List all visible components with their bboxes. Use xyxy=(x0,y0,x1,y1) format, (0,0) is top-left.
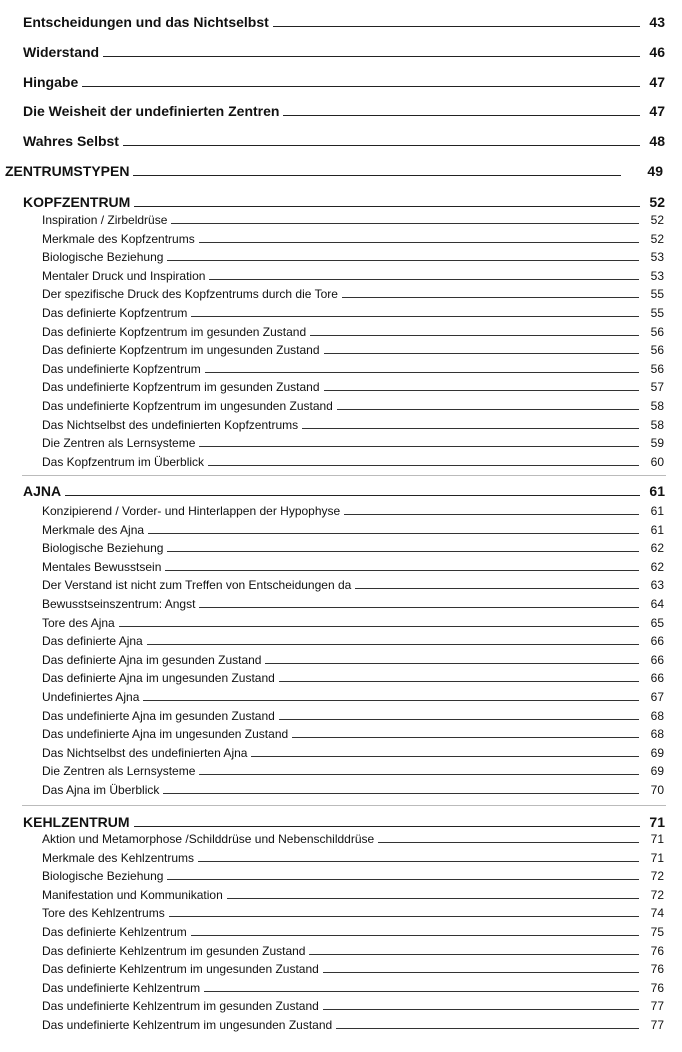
leader-line xyxy=(147,643,639,645)
toc-subentry[interactable] xyxy=(42,979,664,995)
toc-page-number: 64 xyxy=(650,597,664,611)
toc-entry-title: Der spezifische Druck des Kopfzentrums durch die Tore xyxy=(42,287,338,301)
toc-subentry[interactable] xyxy=(42,651,664,667)
leader-line xyxy=(167,878,639,880)
toc-entry-title: Das undefinierte Kehlzentrum xyxy=(42,981,201,995)
toc-page-number: 66 xyxy=(650,634,664,648)
toc-page-number: 47 xyxy=(649,103,665,119)
toc-page-number: 61 xyxy=(650,523,664,537)
leader-line xyxy=(336,1027,639,1029)
leader-line xyxy=(378,841,639,843)
leader-line xyxy=(103,55,640,57)
leader-line xyxy=(324,389,640,391)
toc-subentry[interactable] xyxy=(42,502,664,518)
toc-entry-title: Bewusstseinszentrum: Angst xyxy=(42,597,196,611)
toc-page-number: 76 xyxy=(650,981,664,995)
toc-subentry[interactable] xyxy=(42,285,664,301)
toc-entry-title: Merkmale des Kopfzentrums xyxy=(42,232,195,246)
leader-line xyxy=(204,990,639,992)
toc-subentry[interactable] xyxy=(42,849,664,865)
leader-line xyxy=(337,408,639,410)
toc-subentry[interactable] xyxy=(42,923,664,939)
toc-page-number: 69 xyxy=(650,746,664,760)
toc-page-number: 63 xyxy=(650,578,664,592)
toc-subentry[interactable] xyxy=(42,781,664,797)
toc-entry-title: Das definierte Kehlzentrum xyxy=(42,925,187,939)
toc-subentry[interactable] xyxy=(42,267,664,283)
toc-entry-title: ZENTRUMSTYPEN xyxy=(5,163,130,179)
leader-line xyxy=(292,736,639,738)
toc-entry-title: Der Verstand ist nicht zum Treffen von Entscheidungen da xyxy=(42,578,352,592)
leader-line xyxy=(342,296,639,298)
toc-subentry[interactable] xyxy=(42,230,664,246)
toc-section[interactable] xyxy=(23,190,665,210)
toc-entry-title: Konzipierend / Vorder- und Hinterlappen der Hypophyse xyxy=(42,504,341,518)
toc-page-number: 77 xyxy=(650,1018,664,1032)
leader-line xyxy=(310,334,639,336)
toc-entry-title: Hingabe xyxy=(23,74,79,90)
toc-entry-title: Merkmale des Kehlzentrums xyxy=(42,851,195,865)
toc-subentry[interactable] xyxy=(42,378,664,394)
toc-entry-title: Inspiration / Zirbeldrüse xyxy=(42,213,168,227)
toc-entry-title: Biologische Beziehung xyxy=(42,541,164,555)
toc-page-number: 52 xyxy=(649,194,665,210)
toc-subentry[interactable] xyxy=(42,304,664,320)
leader-line xyxy=(167,259,639,261)
toc-page-number: 58 xyxy=(650,418,664,432)
toc-entry-title: Merkmale des Ajna xyxy=(42,523,145,537)
leader-line xyxy=(134,205,640,207)
toc-subentry[interactable] xyxy=(42,434,664,450)
toc-subentry[interactable] xyxy=(42,323,664,339)
leader-line xyxy=(273,25,640,27)
toc-subentry[interactable] xyxy=(42,632,664,648)
leader-line xyxy=(344,513,639,515)
toc-entry-title: AJNA xyxy=(23,483,62,499)
toc-subentry[interactable] xyxy=(42,521,664,537)
toc-subentry[interactable] xyxy=(42,762,664,778)
toc-subentry[interactable] xyxy=(42,744,664,760)
toc-page-number: 58 xyxy=(650,399,664,413)
leader-line xyxy=(199,241,639,243)
toc-entry-title: Die Weisheit der undefinierten Zentren xyxy=(23,103,280,119)
toc-subentry[interactable] xyxy=(42,416,664,432)
leader-line xyxy=(82,85,640,87)
toc-page-number: 69 xyxy=(650,764,664,778)
toc-subentry[interactable] xyxy=(42,614,664,630)
toc-section[interactable] xyxy=(23,810,665,830)
toc-entry-title: Das undefinierte Kehlzentrum im gesunden Zustand xyxy=(42,999,319,1013)
leader-line xyxy=(309,953,639,955)
toc-entry-title: Das Nichtselbst des undefinierten Ajna xyxy=(42,746,248,760)
toc-page-number: 72 xyxy=(650,888,664,902)
toc-entry-title: Das undefinierte Kopfzentrum im ungesunden Zustand xyxy=(42,399,333,413)
toc-page-number: 61 xyxy=(649,483,665,499)
toc-page-number: 57 xyxy=(650,380,664,394)
section-divider xyxy=(22,475,666,476)
toc-entry-title: Mentaler Druck und Inspiration xyxy=(42,269,206,283)
leader-line xyxy=(205,371,639,373)
toc-page-number: 56 xyxy=(650,325,664,339)
toc-entry-title: Biologische Beziehung xyxy=(42,250,164,264)
toc-subentry[interactable] xyxy=(42,595,664,611)
leader-line xyxy=(208,464,639,466)
leader-line xyxy=(191,934,639,936)
toc-entry-title: Wahres Selbst xyxy=(23,133,119,149)
toc-page-number: 52 xyxy=(650,213,664,227)
leader-line xyxy=(143,699,639,701)
toc-subentry[interactable] xyxy=(42,360,664,376)
toc-entry-title: Entscheidungen und das Nichtselbst xyxy=(23,14,269,30)
toc-entry-title: Die Zentren als Lernsysteme xyxy=(42,764,196,778)
leader-line xyxy=(209,278,639,280)
toc-page-number: 66 xyxy=(650,653,664,667)
toc-page-number: 53 xyxy=(650,269,664,283)
toc-page-number: 56 xyxy=(650,343,664,357)
toc-entry-title: Tore des Kehlzentrums xyxy=(42,906,165,920)
toc-subentry[interactable] xyxy=(42,688,664,704)
toc-page-number: 62 xyxy=(650,541,664,555)
toc-entry-title: Manifestation und Kommunikation xyxy=(42,888,223,902)
leader-line xyxy=(191,315,639,317)
leader-line xyxy=(167,550,639,552)
toc-entry-title: Das definierte Kopfzentrum im ungesunden Zustand xyxy=(42,343,320,357)
toc-entry-title: Undefiniertes Ajna xyxy=(42,690,140,704)
toc-entry-title: KEHLZENTRUM xyxy=(23,814,130,830)
leader-line xyxy=(199,773,639,775)
leader-line xyxy=(302,427,639,429)
leader-line xyxy=(165,569,639,571)
toc-subentry[interactable] xyxy=(42,576,664,592)
toc-subentry[interactable] xyxy=(42,904,664,920)
toc-page-number: 46 xyxy=(649,44,665,60)
leader-line xyxy=(199,606,639,608)
leader-line xyxy=(355,587,639,589)
leader-line xyxy=(171,222,639,224)
toc-page-number: 76 xyxy=(650,944,664,958)
toc-entry-title: Mentales Bewusstsein xyxy=(42,560,162,574)
toc-page-number: 53 xyxy=(650,250,664,264)
leader-line xyxy=(324,352,640,354)
toc-page-number: 52 xyxy=(650,232,664,246)
toc-page-number: 56 xyxy=(650,362,664,376)
toc-entry[interactable] xyxy=(23,70,665,90)
toc-page-number: 76 xyxy=(650,962,664,976)
leader-line xyxy=(283,114,640,116)
toc-subentry[interactable] xyxy=(42,997,664,1013)
toc-entry-title: Biologische Beziehung xyxy=(42,869,164,883)
toc-page-number: 68 xyxy=(650,709,664,723)
toc-entry-title: Das Nichtselbst des undefinierten Kopfzentrums xyxy=(42,418,299,432)
toc-entry-title: Das undefinierte Ajna im ungesunden Zustand xyxy=(42,727,289,741)
toc-page-number: 43 xyxy=(649,14,665,30)
toc-subentry[interactable] xyxy=(42,942,664,958)
toc-page-number: 66 xyxy=(650,671,664,685)
toc-entry-title: KOPFZENTRUM xyxy=(23,194,131,210)
toc-entry-title: Das definierte Kopfzentrum im gesunden Zustand xyxy=(42,325,307,339)
toc-entry-title: Das definierte Kehlzentrum im gesunden Zustand xyxy=(42,944,306,958)
toc-subentry[interactable] xyxy=(42,453,664,469)
toc-page-number: 55 xyxy=(650,287,664,301)
toc-subentry[interactable] xyxy=(42,1016,664,1032)
toc-page-number: 48 xyxy=(649,133,665,149)
leader-line xyxy=(65,494,640,496)
toc-subentry[interactable] xyxy=(42,725,664,741)
toc-page-number: 71 xyxy=(650,832,664,846)
leader-line xyxy=(199,445,639,447)
leader-line xyxy=(279,718,639,720)
toc-entry-title: Das undefinierte Kopfzentrum xyxy=(42,362,201,376)
toc-page-number: 60 xyxy=(650,455,664,469)
toc-page-number: 61 xyxy=(650,504,664,518)
toc-page-number: 59 xyxy=(650,436,664,450)
leader-line xyxy=(163,792,639,794)
leader-line xyxy=(134,825,640,827)
toc-chapter[interactable] xyxy=(5,159,663,179)
toc-entry-title: Das definierte Ajna im ungesunden Zustand xyxy=(42,671,275,685)
toc-subentry[interactable] xyxy=(42,558,664,574)
toc-subentry[interactable] xyxy=(42,539,664,555)
leader-line xyxy=(133,174,621,176)
leader-line xyxy=(279,680,639,682)
toc-subentry[interactable] xyxy=(42,707,664,723)
leader-line xyxy=(251,755,639,757)
toc-page-number: 74 xyxy=(650,906,664,920)
toc-entry-title: Aktion und Metamorphose /Schilddrüse und Nebenschilddrüse xyxy=(42,832,375,846)
toc-entry[interactable] xyxy=(23,10,665,30)
toc-page-number: 71 xyxy=(650,851,664,865)
leader-line xyxy=(323,971,639,973)
toc-subentry[interactable] xyxy=(42,886,664,902)
toc-entry-title: Widerstand xyxy=(23,44,100,60)
leader-line xyxy=(148,532,639,534)
toc-section[interactable] xyxy=(23,479,665,499)
toc-entry-title: Tore des Ajna xyxy=(42,616,115,630)
toc-page-number: 47 xyxy=(649,74,665,90)
toc-subentry[interactable] xyxy=(42,960,664,976)
toc-entry-title: Das definierte Ajna im gesunden Zustand xyxy=(42,653,262,667)
toc-page-number: 77 xyxy=(650,999,664,1013)
toc-subentry[interactable] xyxy=(42,867,664,883)
toc-entry[interactable] xyxy=(23,99,665,119)
toc-page-number: 65 xyxy=(650,616,664,630)
toc-entry-title: Das definierte Kehlzentrum im ungesunden Zustand xyxy=(42,962,319,976)
toc-entry-title: Das definierte Ajna xyxy=(42,634,143,648)
toc-subentry[interactable] xyxy=(42,830,664,846)
toc-subentry[interactable] xyxy=(42,211,664,227)
toc-subentry[interactable] xyxy=(42,341,664,357)
toc-entry-title: Das undefinierte Kehlzentrum im ungesunden Zustand xyxy=(42,1018,333,1032)
toc-subentry[interactable] xyxy=(42,248,664,264)
leader-line xyxy=(169,915,639,917)
toc-entry-title: Das definierte Kopfzentrum xyxy=(42,306,188,320)
leader-line xyxy=(323,1008,639,1010)
toc-page-number: 62 xyxy=(650,560,664,574)
toc-page-number: 75 xyxy=(650,925,664,939)
toc-entry-title: Die Zentren als Lernsysteme xyxy=(42,436,196,450)
toc-page-number: 68 xyxy=(650,727,664,741)
toc-subentry[interactable] xyxy=(42,669,664,685)
toc-page-number: 71 xyxy=(649,814,665,830)
toc-entry-title: Das undefinierte Kopfzentrum im gesunden Zustand xyxy=(42,380,320,394)
leader-line xyxy=(265,662,639,664)
toc-entry[interactable] xyxy=(23,40,665,60)
leader-line xyxy=(198,860,639,862)
toc-page-number: 70 xyxy=(650,783,664,797)
leader-line xyxy=(123,144,640,146)
toc-page-number: 67 xyxy=(650,690,664,704)
toc-page-number: 55 xyxy=(650,306,664,320)
leader-line xyxy=(119,625,639,627)
toc-entry-title: Das Ajna im Überblick xyxy=(42,783,160,797)
toc-page-number: 49 xyxy=(647,163,663,179)
section-divider xyxy=(22,805,666,806)
toc-entry-title: Das undefinierte Ajna im gesunden Zustand xyxy=(42,709,275,723)
leader-line xyxy=(227,897,639,899)
toc-subentry[interactable] xyxy=(42,397,664,413)
toc-entry-title: Das Kopfzentrum im Überblick xyxy=(42,455,205,469)
toc-page-number: 72 xyxy=(650,869,664,883)
toc-entry[interactable] xyxy=(23,129,665,149)
